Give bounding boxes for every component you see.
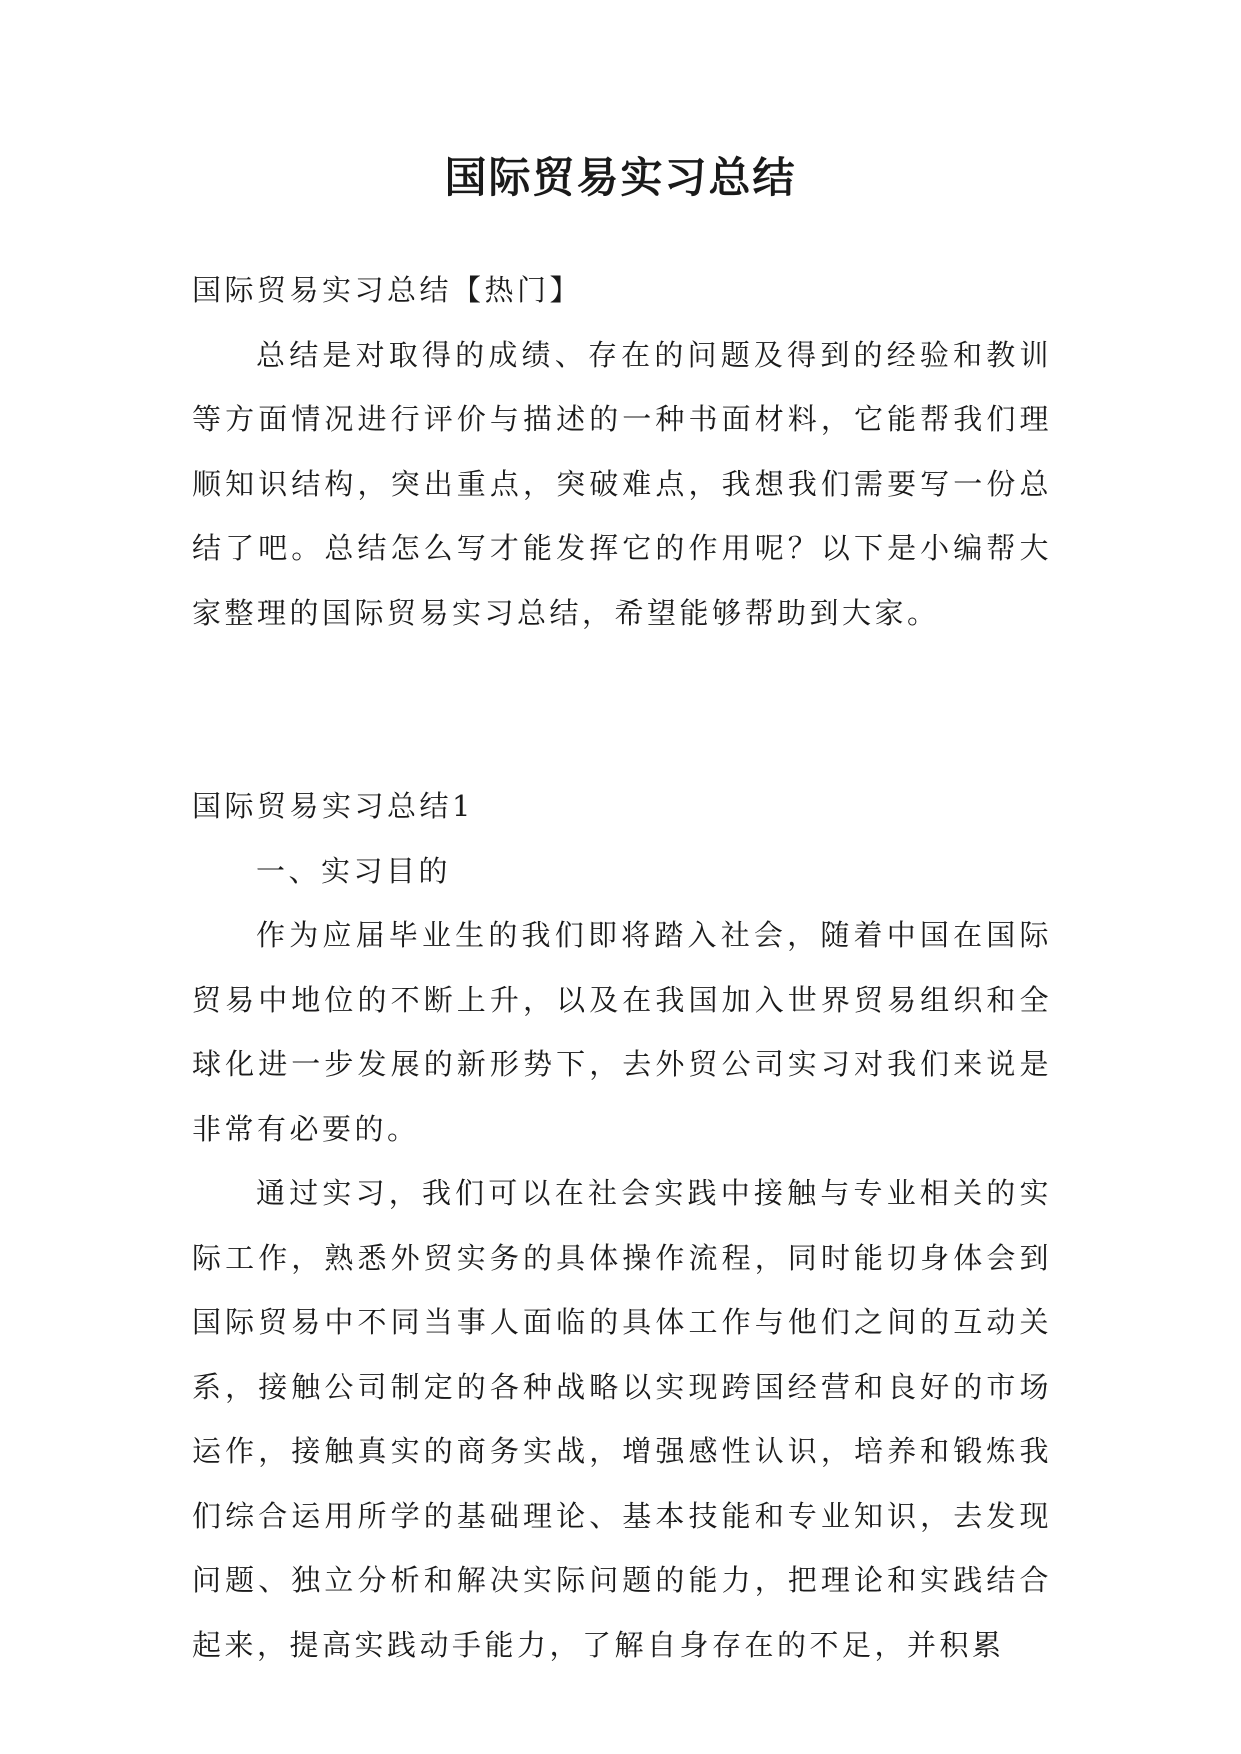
body-paragraph-1: 作为应届毕业生的我们即将踏入社会，随着中国在国际贸易中地位的不断上升，以及在我国加入世界贸易组织和全球化进一步发展的新形势下，去外贸公司实习对我们来说是非常有必要的。 xyxy=(192,918,1052,1146)
intro-heading: 国际贸易实习总结【热门】 xyxy=(192,273,583,307)
document-title: 国际贸易实习总结 xyxy=(444,153,797,202)
section-spacer xyxy=(192,645,1052,774)
section-heading: 国际贸易实习总结1 xyxy=(192,789,474,823)
section-subheading: 一、实习目的 xyxy=(256,853,452,888)
body-paragraph-2: 通过实习，我们可以在社会实践中接触与专业相关的实际工作，熟悉外贸实务的具体操作流程，同时能切身体会到国际贸易中不同当事人面临的具体工作与他们之间的互动关系，接触公司制定的各种战略以实现跨国经营和良好的市场运作，接触真实的商务实战，增强感性认识，培养和锻炼我们综合运用所学的基础理论、基本技能和专业知识，去发现问题、独立分析和解决实际问题的能力，把理论和实践结合起来，提高实践动手能力，了解自身存在的不足，并积累 xyxy=(192,1176,1052,1662)
intro-paragraph: 总结是对取得的成绩、存在的问题及得到的经验和教训等方面情况进行评价与描述的一种书面材料，它能帮我们理顺知识结构，突出重点，突破难点，我想我们需要写一份总结了吧。总结怎么写才能发挥它的作用呢？以下是小编帮大家整理的国际贸易实习总结，希望能够帮助到大家。 xyxy=(192,337,1052,630)
document-body xyxy=(192,258,1052,1677)
